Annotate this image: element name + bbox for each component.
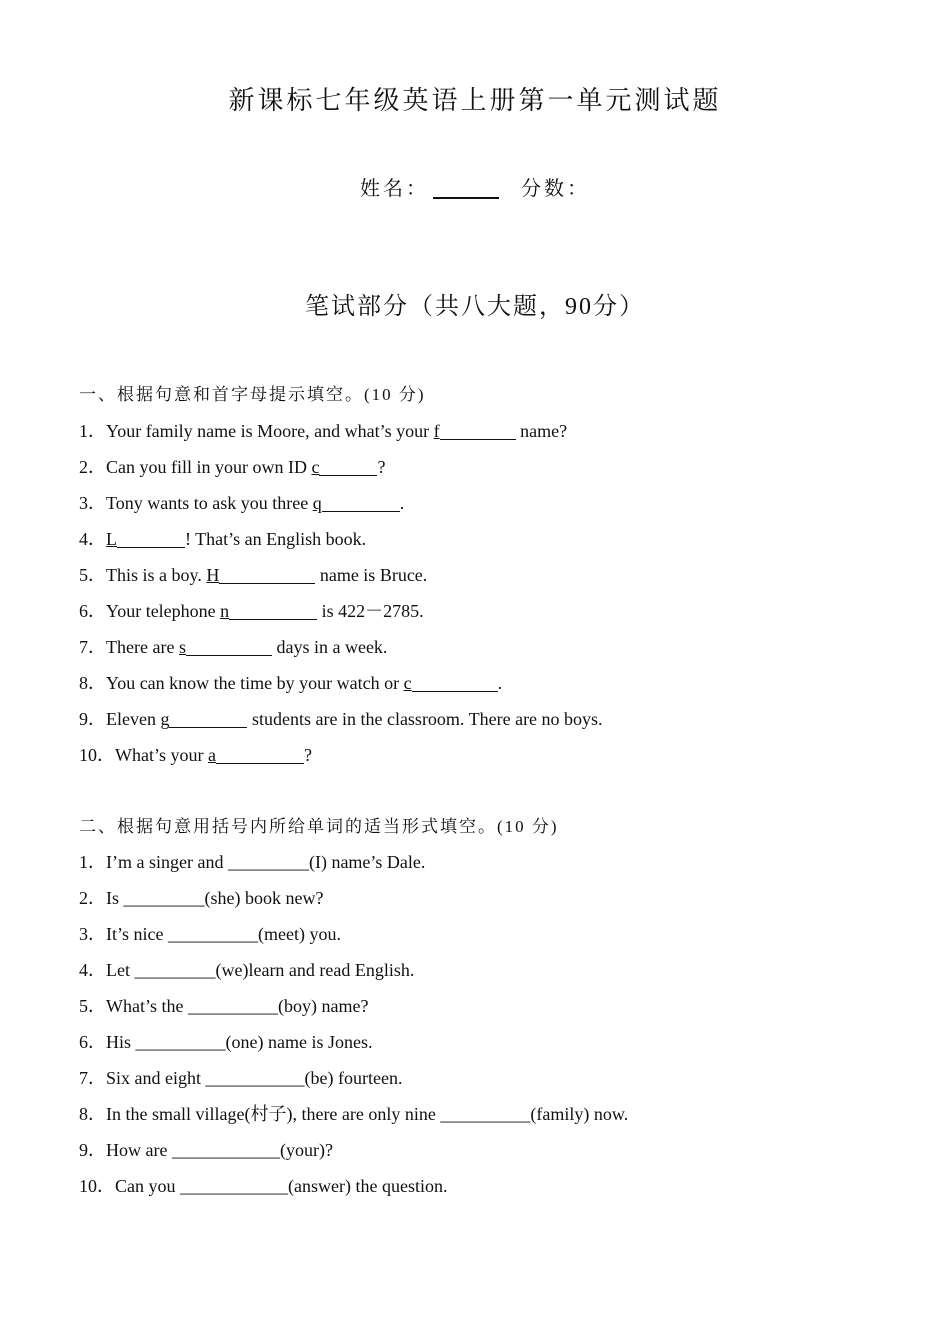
- question-text: is 422－2785.: [317, 601, 424, 621]
- question-number: 7．: [79, 637, 106, 657]
- s1-question-5: [79, 561, 427, 587]
- hint-letter: g: [160, 709, 170, 729]
- question-number: 8．: [79, 1104, 106, 1124]
- hint-letter: H: [206, 565, 220, 585]
- s1-question-1: [79, 417, 567, 443]
- s2-question-3: [79, 920, 341, 946]
- score-label: 分数：: [521, 178, 590, 200]
- answer-blank[interactable]: [322, 493, 400, 512]
- question-number: 4．: [79, 529, 106, 549]
- question-number: 7．: [79, 1068, 106, 1088]
- answer-blank[interactable]: [117, 529, 185, 548]
- question-number: 4．: [79, 960, 106, 980]
- name-label: 姓名：: [360, 178, 429, 200]
- page-title: 新课标七年级英语上册第一单元测试题: [228, 86, 722, 115]
- question-text: How are ____________(your)?: [106, 1140, 333, 1160]
- question-text: There are: [106, 637, 179, 657]
- s2-question-10: [79, 1172, 447, 1198]
- question-text: name is Bruce.: [315, 565, 428, 585]
- section2-heading: 二、根据句意用括号内所给单词的适当形式填空。(10 分): [79, 817, 559, 836]
- question-text: Your telephone: [106, 601, 221, 621]
- s2-question-4: [79, 956, 414, 982]
- question-text: I’m a singer and _________(I) name’s Dale.: [106, 852, 426, 872]
- answer-blank[interactable]: [186, 637, 272, 656]
- question-text: Tony wants to ask you three: [106, 493, 313, 513]
- question-text: His __________(one) name is Jones.: [106, 1032, 373, 1052]
- answer-blank[interactable]: [440, 421, 516, 440]
- answer-blank[interactable]: [319, 457, 377, 476]
- question-text: Let _________(we)learn and read English.: [106, 960, 415, 980]
- answer-blank[interactable]: [216, 745, 304, 764]
- question-text: days in a week.: [271, 637, 388, 657]
- s2-question-2: [79, 884, 323, 910]
- question-number: 9．: [79, 709, 106, 729]
- question-text: Eleven: [106, 709, 161, 729]
- answer-blank[interactable]: [229, 601, 317, 620]
- question-text: Your family name is Moore, and what’s your: [106, 421, 434, 441]
- s1-question-8: [79, 669, 502, 695]
- question-text: Can you fill in your own ID: [106, 457, 312, 477]
- answer-blank[interactable]: [219, 565, 315, 584]
- section1-heading: 一、根据句意和首字母提示填空。(10 分): [79, 385, 426, 404]
- hint-letter: s: [178, 637, 186, 657]
- question-number: 5．: [79, 996, 106, 1016]
- s1-question-4: [79, 525, 366, 551]
- question-number: 2．: [79, 457, 106, 477]
- question-text: students are in the classroom. There are no boys.: [247, 709, 603, 729]
- s1-question-2: [79, 453, 385, 479]
- section-subtitle: 笔试部分（共八大题，90分）: [305, 294, 645, 320]
- answer-blank[interactable]: [412, 673, 498, 692]
- question-number: 6．: [79, 1032, 106, 1052]
- question-text: Six and eight ___________(be) fourteen.: [106, 1068, 403, 1088]
- s1-question-6: [79, 597, 424, 623]
- question-text: .: [497, 673, 503, 693]
- s1-question-9: [79, 705, 603, 731]
- hint-letter: q: [312, 493, 322, 513]
- hint-letter: f: [433, 421, 440, 441]
- question-number: 9．: [79, 1140, 106, 1160]
- question-text: name?: [515, 421, 568, 441]
- name-score-line: [0, 172, 950, 201]
- question-text: .: [399, 493, 405, 513]
- question-text: It’s nice __________(meet) you.: [106, 924, 341, 944]
- s2-question-5: [79, 992, 368, 1018]
- s1-question-10: [79, 741, 312, 767]
- question-number: 6．: [79, 601, 106, 621]
- s2-question-9: [79, 1136, 333, 1162]
- question-text: ?: [377, 457, 386, 477]
- s1-question-3: [79, 489, 404, 515]
- s2-question-7: [79, 1064, 402, 1090]
- question-text: What’s the __________(boy) name?: [106, 996, 369, 1016]
- question-number: 3．: [79, 493, 106, 513]
- question-text: ?: [303, 745, 312, 765]
- question-text: Is _________(she) book new?: [106, 888, 324, 908]
- question-number: 1．: [79, 852, 106, 872]
- question-text: This is a boy.: [106, 565, 207, 585]
- hint-letter: a: [207, 745, 216, 765]
- hint-letter: n: [220, 601, 230, 621]
- hint-letter: c: [403, 673, 412, 693]
- s2-question-8: [79, 1100, 628, 1126]
- answer-blank[interactable]: [169, 709, 247, 728]
- question-text: Can you ____________(answer) the question.: [115, 1176, 448, 1196]
- question-number: 2．: [79, 888, 106, 908]
- question-number: 1．: [79, 421, 106, 441]
- question-text: What’s your: [115, 745, 208, 765]
- s2-question-6: [79, 1028, 372, 1054]
- hint-letter: c: [311, 457, 320, 477]
- question-number: 3．: [79, 924, 106, 944]
- s1-question-7: [79, 633, 387, 659]
- question-text: In the small village(村子), there are only nine __________(family) now.: [106, 1104, 629, 1124]
- question-number: 8．: [79, 673, 106, 693]
- hint-letter: L: [106, 529, 117, 549]
- question-number: 10．: [79, 745, 115, 765]
- name-blank[interactable]: [433, 177, 499, 199]
- s2-question-1: [79, 848, 425, 874]
- question-number: 5．: [79, 565, 106, 585]
- question-text: You can know the time by your watch or: [106, 673, 404, 693]
- question-text: ! That’s an English book.: [185, 529, 367, 549]
- question-number: 10．: [79, 1176, 115, 1196]
